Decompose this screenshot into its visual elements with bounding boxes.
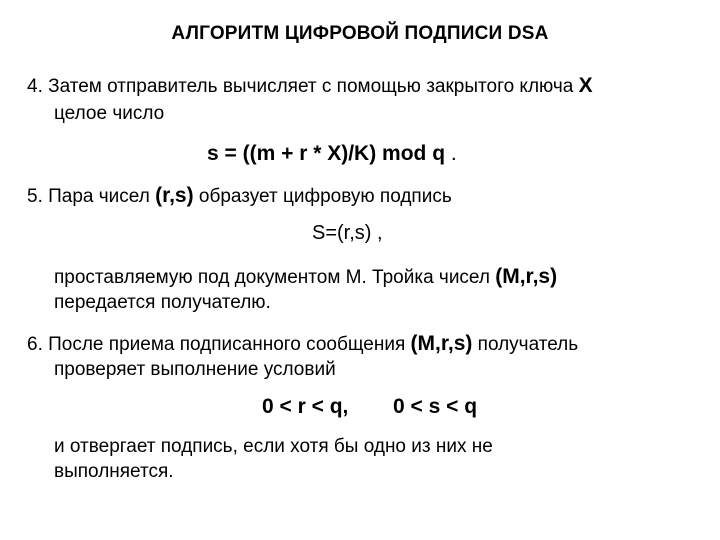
- item6-line3: и отвергает подпись, если хотя бы одно из них не: [54, 436, 493, 457]
- formula-S-comma: ,: [377, 222, 383, 244]
- item5-line2: [54, 266, 557, 289]
- item5-line1: [27, 185, 452, 208]
- triple-mrs: (M,r,s): [495, 265, 558, 288]
- condition-s: 0 < s < q: [393, 395, 478, 418]
- item6-line2: проверяет выполнение условий: [54, 359, 336, 380]
- formula-s-period: .: [450, 142, 457, 165]
- item6-text-post: получатель: [472, 334, 579, 355]
- item4-line1: [27, 75, 593, 98]
- formula-S: S=(r,s): [312, 222, 372, 244]
- condition-r: 0 < r < q,: [262, 395, 349, 418]
- signature-S-formula: [312, 222, 383, 245]
- pair-rs: (r,s): [155, 184, 194, 207]
- item4-text: 4. Затем отправитель вычисляет с помощью закрытого ключа: [27, 76, 579, 97]
- item6-line4: выполняется.: [54, 461, 174, 482]
- item5-text-post: образует цифровую подпись: [193, 186, 452, 207]
- item5-line3: передается получателю.: [54, 292, 271, 313]
- private-key-x: X: [578, 74, 593, 97]
- triple-mrs-received: (M,r,s): [410, 332, 473, 355]
- formula-s: s = ((m + r * X)/K) mod q: [207, 142, 446, 165]
- item5-text-pre: 5. Пара чисел: [27, 186, 156, 207]
- item6-text-pre: 6. После приема подписанного сообщения: [27, 334, 411, 355]
- signature-s-formula: [207, 142, 457, 166]
- item4-line2: целое число: [54, 103, 165, 124]
- slide-title: АЛГОРИТМ ЦИФРОВОЙ ПОДПИСИ DSA: [171, 23, 549, 44]
- item6-line1: [27, 333, 578, 356]
- item5-line2-text: проставляемую под документом М. Тройка чисел: [54, 267, 496, 288]
